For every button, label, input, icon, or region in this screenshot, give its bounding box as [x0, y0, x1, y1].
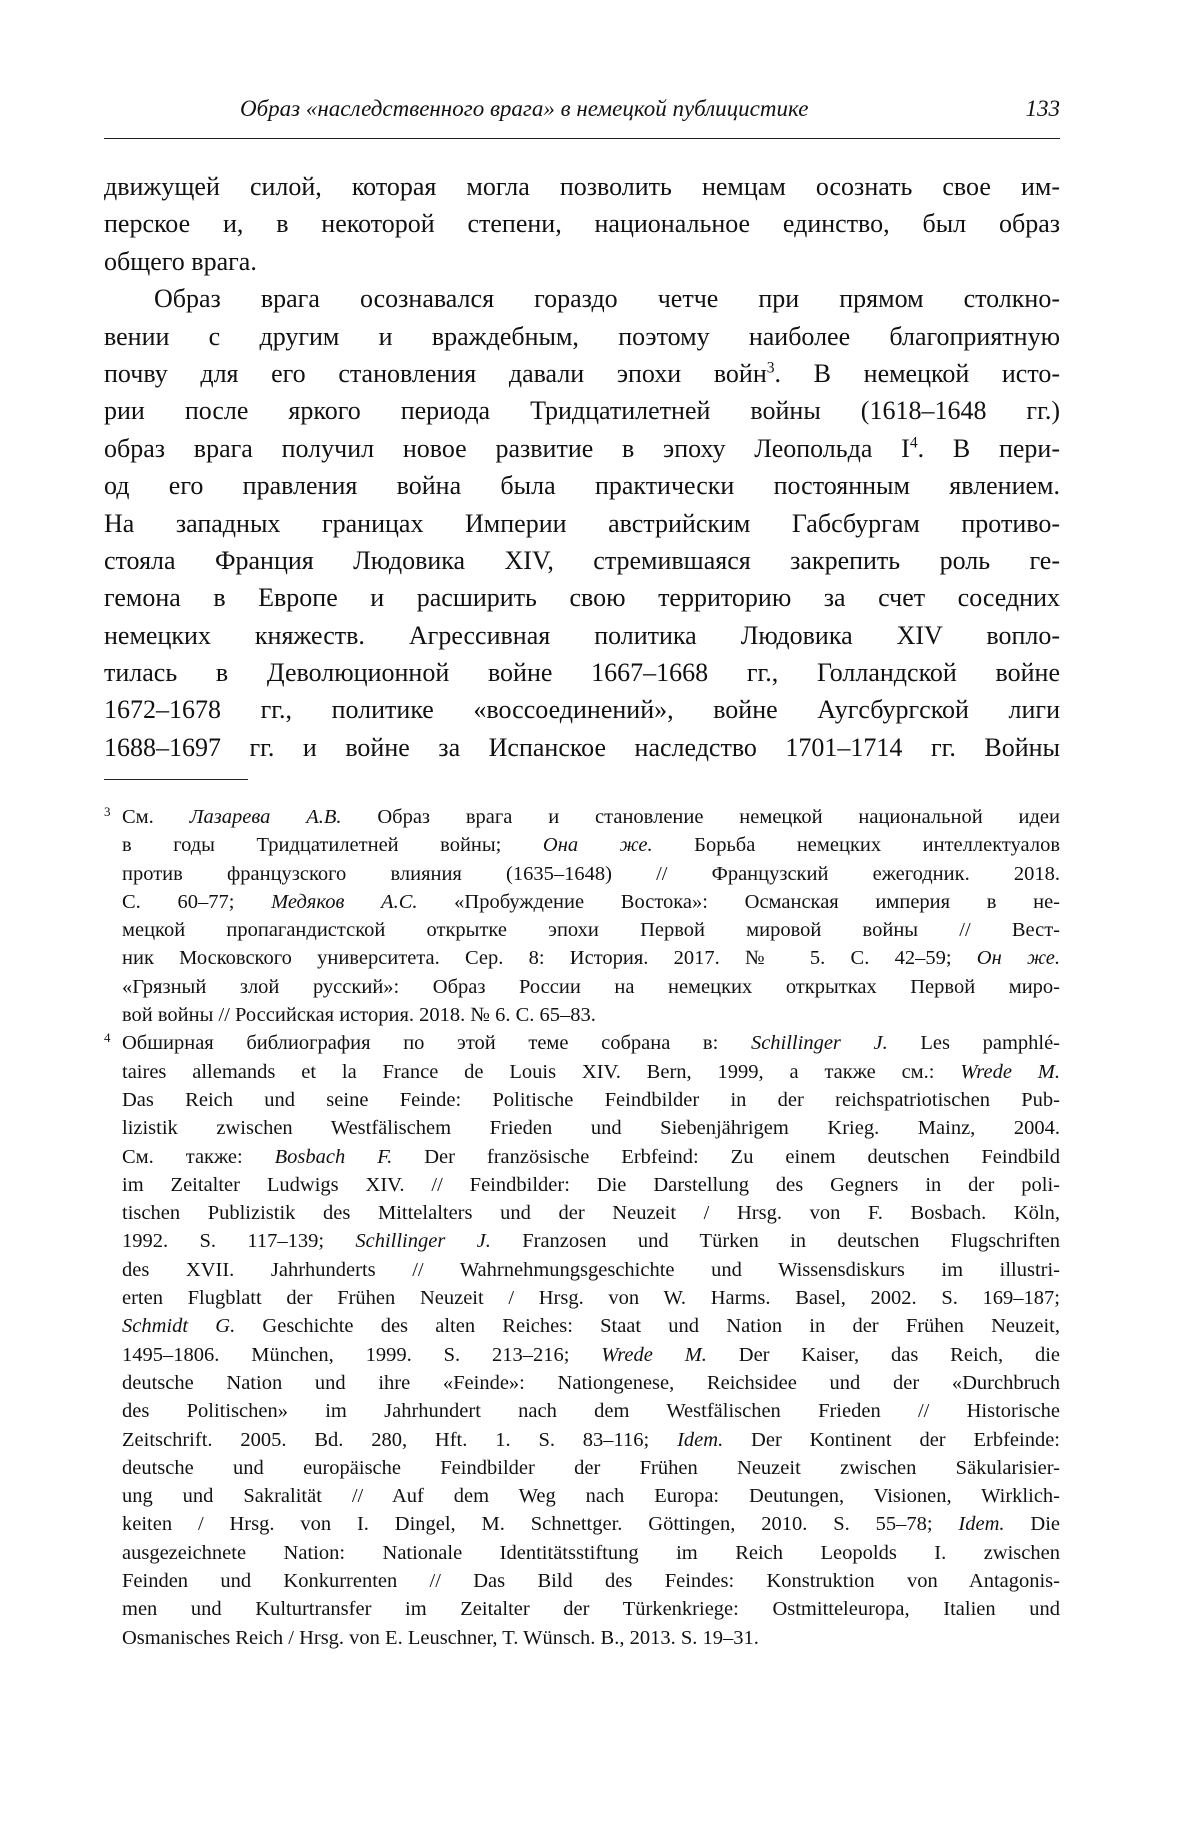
text-line: [122, 1058, 1060, 1086]
text-segment: des XVII. Jahrhunderts // Wahrnehmungsgeschichte und Wissensdiskurs im illustri-: [122, 1259, 1060, 1281]
text-segment: в годы Тридцатилетней войны;: [122, 834, 543, 856]
text-line: [122, 831, 1060, 859]
text-segment: Образ врага осознавался гораздо четче при прямом столкно-: [154, 284, 1060, 313]
text-segment: перское и, в некоторой степени, национальное единство, был образ: [104, 209, 1060, 238]
text-line: [122, 916, 1060, 944]
text-segment: . В пери-: [918, 434, 1060, 463]
text-segment: ник Московского университета. Сер. 8: История. 2017. № 5. С. 42–59;: [122, 947, 977, 969]
text-line: [104, 505, 1060, 542]
text-line: [122, 1341, 1060, 1369]
author-name: Wrede M.: [960, 1061, 1060, 1083]
text-line: [122, 1114, 1060, 1142]
text-segment: против французского влияния (1635–1648) // Французский ежегодник. 2018.: [122, 863, 1060, 885]
text-segment: Die: [1005, 1513, 1060, 1535]
text-line: [104, 654, 1060, 691]
text-segment: Geschichte des alten Reiches: Staat und Nation in der Frühen Neuzeit,: [235, 1315, 1060, 1337]
text-line: [122, 1029, 1060, 1057]
text-segment: Zeitschrift. 2005. Bd. 280, Hft. 1. S. 83–116;: [122, 1429, 677, 1451]
text-line: [122, 1227, 1060, 1255]
text-line: [104, 280, 1060, 317]
text-line: [122, 1567, 1060, 1595]
text-line: [104, 392, 1060, 429]
text-segment: im Zeitalter Ludwigs XIV. // Feindbilder: Die Darstellung des Gegners in der poli-: [122, 1174, 1060, 1196]
text-line: [104, 729, 1060, 766]
text-line: [122, 1369, 1060, 1397]
text-line: [122, 1426, 1060, 1454]
text-segment: почву для его становления давали эпохи войн: [104, 359, 767, 388]
text-segment: «Пробуждение Востока»: Османская империя в не-: [418, 891, 1061, 913]
text-segment: «Грязный злой русский»: Образ России на немецких открытках Первой миро-: [122, 976, 1060, 998]
running-header: [104, 96, 1060, 130]
text-line: [104, 430, 1060, 467]
text-segment: од его правления война была практически постоянным явлением.: [104, 471, 1060, 500]
text-segment: ung und Sakralität // Auf dem Weg nach Europa: Deutungen, Visionen, Wirklich-: [122, 1485, 1060, 1507]
text-segment: deutsche und europäische Feindbilder der Frühen Neuzeit zwischen Säkularisier-: [122, 1457, 1060, 1479]
text-line: [122, 1256, 1060, 1284]
text-segment: ausgezeichnete Nation: Nationale Identitätsstiftung im Reich Leopolds I. zwischen: [122, 1542, 1060, 1564]
text-segment: Der Kontinent der Erbfeinde:: [723, 1429, 1060, 1451]
footnote-number: 3: [104, 803, 111, 821]
text-line: [122, 1539, 1060, 1567]
text-line: [122, 803, 1060, 831]
text-line: [122, 1624, 1060, 1652]
text-segment: 1495–1806. München, 1999. S. 213–216;: [122, 1344, 601, 1366]
text-segment: Der französische Erbfeind: Zu einem deutschen Feindbild: [392, 1146, 1060, 1168]
text-line: [122, 1143, 1060, 1171]
author-name: Лазарева А.В.: [190, 806, 342, 828]
text-segment: deutsche Nation und ihre «Feinde»: Nationgenese, Reichsidee und der «Durchbruch: [122, 1372, 1060, 1394]
text-segment: вой войны // Российская история. 2018. № 6. С. 65–83.: [122, 1004, 596, 1026]
running-title: Образ «наследственного врага» в немецкой публицистике: [240, 96, 808, 122]
author-name: Он же.: [977, 947, 1060, 969]
text-segment: вении с другим и враждебным, поэтому наиболее благоприятную: [104, 322, 1060, 351]
text-segment: Das Reich und seine Feinde: Politische Feindbilder in der reichspatriotischen Pub-: [122, 1089, 1060, 1111]
text-segment: См.: [122, 806, 190, 828]
text-segment: образ врага получил новое развитие в эпоху Леопольда I: [104, 434, 910, 463]
author-name: Она же.: [543, 834, 653, 856]
text-line: [104, 318, 1060, 355]
footnote-ref[interactable]: 4: [910, 434, 918, 451]
page-number: 133: [1026, 96, 1061, 122]
text-line: [104, 617, 1060, 654]
author-name: Idem.: [677, 1429, 723, 1451]
body-text: [104, 168, 1060, 766]
text-segment: keiten / Hrsg. von I. Dingel, M. Schnettger. Göttingen, 2010. S. 55–78;: [122, 1513, 958, 1535]
text-segment: Feinden und Konkurrenten // Das Bild des Feindes: Konstruktion von Antagonis-: [122, 1570, 1060, 1592]
text-segment: 1992. S. 117–139;: [122, 1230, 355, 1252]
text-segment: См. также:: [122, 1146, 275, 1168]
text-segment: . В немецкой исто-: [775, 359, 1060, 388]
text-segment: men und Kulturtransfer im Zeitalter der Türkenkriege: Ostmitteleuropa, Italien und: [122, 1598, 1060, 1620]
text-line: [122, 1312, 1060, 1340]
text-line: [122, 1001, 1060, 1029]
footnote: [104, 1029, 1060, 1652]
footnote: [104, 803, 1060, 1029]
text-line: [104, 467, 1060, 504]
text-segment: С. 60–77;: [122, 891, 271, 913]
author-name: Schillinger J.: [355, 1230, 491, 1252]
text-segment: Osmanisches Reich / Hrsg. von E. Leuschner, T. Wünsch. B., 2013. S. 19–31.: [122, 1627, 759, 1649]
text-segment: тилась в Деволюционной войне 1667–1668 гг., Голландской войне: [104, 658, 1060, 687]
text-segment: гемона в Европе и расширить свою территорию за счет соседних: [104, 583, 1060, 612]
text-line: [104, 691, 1060, 728]
author-name: Медяков А.С.: [271, 891, 417, 913]
text-segment: Обширная библиография по этой теме собрана в:: [122, 1032, 751, 1054]
text-segment: Der Kaiser, das Reich, die: [707, 1344, 1060, 1366]
text-line: [104, 579, 1060, 616]
text-line: [104, 168, 1060, 205]
text-segment: 1672–1678 гг., политике «воссоединений», войне Аугсбургской лиги: [104, 695, 1060, 724]
footnote-ref[interactable]: 3: [767, 359, 775, 376]
text-segment: des Politischen» im Jahrhundert nach dem Westfälischen Frieden // Historische: [122, 1400, 1060, 1422]
text-segment: рии после яркого периода Тридцатилетней войны (1618–1648 гг.): [104, 396, 1060, 425]
text-line: [122, 944, 1060, 972]
author-name: Schmidt G.: [122, 1315, 235, 1337]
text-segment: немецких княжеств. Агрессивная политика Людовика XIV вопло-: [104, 621, 1060, 650]
text-line: [104, 205, 1060, 242]
text-segment: lizistik zwischen Westfälischem Frieden und Siebenjährigem Krieg. Mainz, 2004.: [122, 1117, 1060, 1139]
text-line: [122, 1171, 1060, 1199]
text-segment: На западных границах Империи австрийским Габсбургам противо-: [104, 509, 1060, 538]
text-line: [122, 1284, 1060, 1312]
text-line: [122, 860, 1060, 888]
text-segment: Les pamphlé-: [888, 1032, 1060, 1054]
author-name: Bosbach F.: [275, 1146, 393, 1168]
text-line: [122, 1397, 1060, 1425]
text-segment: Борьба немецких интеллектуалов: [653, 834, 1060, 856]
text-segment: Образ врага и становление немецкой национальной идеи: [342, 806, 1060, 828]
text-segment: tischen Publizistik des Mittelalters und der Neuzeit / Hrsg. von F. Bosbach. Köln,: [122, 1202, 1060, 1224]
header-rule: [104, 138, 1060, 139]
text-line: [122, 1482, 1060, 1510]
text-line: [122, 1510, 1060, 1538]
text-line: [122, 888, 1060, 916]
text-line: [104, 243, 1060, 280]
footnotes: [104, 803, 1060, 1652]
text-line: [104, 542, 1060, 579]
footnote-number: 4: [104, 1029, 111, 1047]
text-segment: стояла Франция Людовика XIV, стремившаяся закрепить роль ге-: [104, 546, 1060, 575]
text-segment: 1688–1697 гг. и войне за Испанское наследство 1701–1714 гг. Войны: [104, 733, 1060, 762]
text-segment: erten Flugblatt der Frühen Neuzeit / Hrsg. von W. Harms. Basel, 2002. S. 169–187;: [122, 1287, 1060, 1309]
author-name: Schillinger J.: [751, 1032, 888, 1054]
text-line: [122, 1199, 1060, 1227]
text-segment: Franzosen und Türken in deutschen Flugschriften: [491, 1230, 1060, 1252]
text-segment: мецкой пропагандистской открытке эпохи Первой мировой войны // Вест-: [122, 919, 1060, 941]
text-line: [122, 1086, 1060, 1114]
footnote-rule: [104, 779, 248, 780]
text-line: [104, 355, 1060, 392]
text-segment: движущей силой, которая могла позволить немцам осознать свое им-: [104, 172, 1060, 201]
text-line: [122, 973, 1060, 1001]
text-line: [122, 1595, 1060, 1623]
text-segment: taires allemands et la France de Louis XIV. Bern, 1999, а также см.:: [122, 1061, 960, 1083]
author-name: Idem.: [958, 1513, 1004, 1535]
author-name: Wrede M.: [601, 1344, 707, 1366]
text-line: [122, 1454, 1060, 1482]
text-segment: общего врага.: [104, 247, 257, 276]
